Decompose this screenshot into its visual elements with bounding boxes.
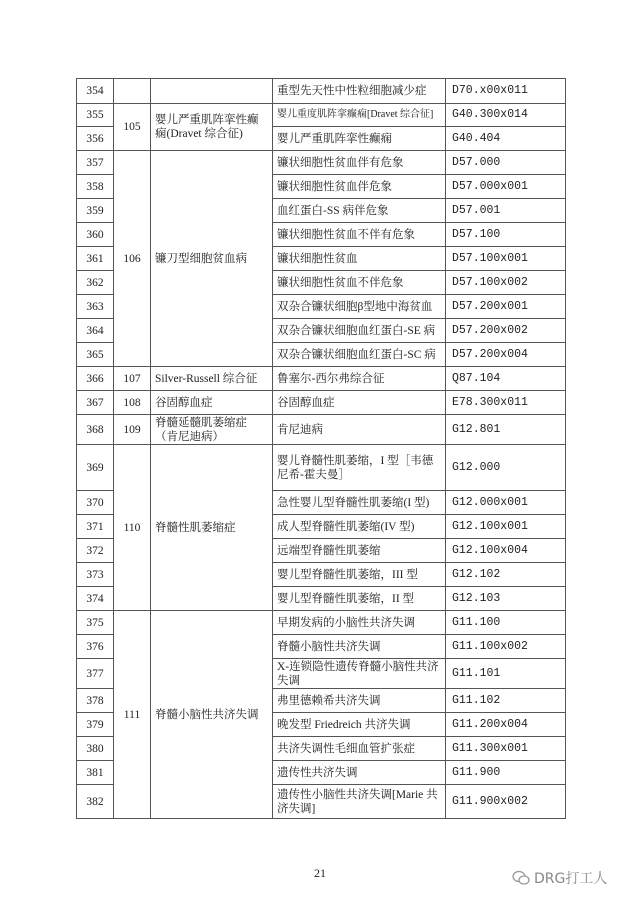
diagnosis-name: 脊髓小脑性共济失调	[273, 635, 446, 659]
diagnosis-code: G11.100	[446, 611, 566, 635]
table-row	[77, 445, 566, 491]
group-number: 109	[114, 415, 151, 445]
diagnosis-name: 镰状细胞性贫血	[273, 247, 446, 271]
row-number: 368	[77, 415, 114, 445]
table-row	[77, 415, 566, 445]
diagnosis-code: G12.000	[446, 445, 566, 491]
diagnosis-code: D57.200x004	[446, 343, 566, 367]
diagnosis-code: D57.200x001	[446, 295, 566, 319]
group-number: 106	[114, 151, 151, 367]
row-number: 371	[77, 515, 114, 539]
diagnosis-code: G12.100x004	[446, 539, 566, 563]
diagnosis-name: 镰状细胞性贫血不伴有危象	[273, 223, 446, 247]
watermark	[512, 868, 607, 888]
diagnosis-code: G40.404	[446, 127, 566, 151]
diagnosis-name: 遗传性小脑性共济失调[Marie 共济失调]	[273, 785, 446, 819]
table-row	[77, 104, 566, 127]
diagnosis-name: X-连锁隐性遗传脊髓小脑性共济失调	[273, 659, 446, 689]
row-number: 382	[77, 785, 114, 819]
row-number: 358	[77, 175, 114, 199]
diagnosis-code: D57.000	[446, 151, 566, 175]
group-name: 脊髓小脑性共济失调	[151, 611, 273, 819]
group-name: 脊髓延髓肌萎缩症（肯尼迪病）	[151, 415, 273, 445]
diagnosis-code: G12.801	[446, 415, 566, 445]
group-name: 谷固醇血症	[151, 391, 273, 415]
row-number: 373	[77, 563, 114, 587]
table-row	[77, 391, 566, 415]
row-number: 370	[77, 491, 114, 515]
diagnosis-name: 重型先天性中性粒细胞减少症	[273, 79, 446, 104]
wechat-icon	[512, 870, 530, 886]
diagnosis-name: 婴儿脊髓性肌萎缩，I 型［韦德尼希-霍夫曼］	[273, 445, 446, 491]
row-number: 361	[77, 247, 114, 271]
group-number: 108	[114, 391, 151, 415]
row-number: 367	[77, 391, 114, 415]
diagnosis-name: 远端型脊髓性肌萎缩	[273, 539, 446, 563]
row-number: 355	[77, 104, 114, 127]
row-number: 376	[77, 635, 114, 659]
diagnosis-name: 遗传性共济失调	[273, 761, 446, 785]
diagnosis-name: 急性婴儿型脊髓性肌萎缩(I 型)	[273, 491, 446, 515]
diagnosis-code: D70.x00x011	[446, 79, 566, 104]
diagnosis-name: 肯尼迪病	[273, 415, 446, 445]
group-number: 111	[114, 611, 151, 819]
diagnosis-name: 婴儿重度肌阵挛癫痫[Dravet 综合征]	[273, 104, 446, 127]
row-number: 379	[77, 713, 114, 737]
row-number: 381	[77, 761, 114, 785]
group-name: 婴儿严重肌阵挛性癫痫(Dravet 综合征)	[151, 104, 273, 151]
diagnosis-code: G40.300x014	[446, 104, 566, 127]
table-row	[77, 151, 566, 175]
diagnosis-code: D57.001	[446, 199, 566, 223]
row-number: 363	[77, 295, 114, 319]
page-number: 21	[314, 866, 326, 880]
group-name: 脊髓性肌萎缩症	[151, 445, 273, 611]
table-row	[77, 611, 566, 635]
row-number: 372	[77, 539, 114, 563]
diagnosis-name: 双杂合镰状细胞血红蛋白-SC 病	[273, 343, 446, 367]
table-row	[77, 367, 566, 391]
diagnosis-name: 晚发型 Friedreich 共济失调	[273, 713, 446, 737]
diagnosis-name: 鲁塞尔-西尔弗综合征	[273, 367, 446, 391]
diagnosis-code: G12.000x001	[446, 491, 566, 515]
diagnosis-code: G12.100x001	[446, 515, 566, 539]
diagnosis-code: G11.900x002	[446, 785, 566, 819]
row-number: 366	[77, 367, 114, 391]
diagnosis-name: 血红蛋白-SS 病伴危象	[273, 199, 446, 223]
diagnosis-code: G11.100x002	[446, 635, 566, 659]
diagnosis-code: D57.100	[446, 223, 566, 247]
diagnosis-name: 弗里德赖希共济失调	[273, 689, 446, 713]
row-number: 380	[77, 737, 114, 761]
diagnosis-code: Q87.104	[446, 367, 566, 391]
watermark-text: DRG打工人	[534, 871, 608, 887]
table-row	[77, 79, 566, 104]
row-number: 374	[77, 587, 114, 611]
row-number: 369	[77, 445, 114, 491]
row-number: 365	[77, 343, 114, 367]
diagnosis-name: 双杂合镰状细胞β型地中海贫血	[273, 295, 446, 319]
diagnosis-name: 谷固醇血症	[273, 391, 446, 415]
row-number: 359	[77, 199, 114, 223]
diagnosis-name: 婴儿严重肌阵挛性癫痫	[273, 127, 446, 151]
row-number: 362	[77, 271, 114, 295]
disease-table	[76, 78, 566, 819]
group-number: 110	[114, 445, 151, 611]
diagnosis-code: D57.200x002	[446, 319, 566, 343]
diagnosis-code: G11.900	[446, 761, 566, 785]
row-number: 378	[77, 689, 114, 713]
group-number-cell	[114, 79, 151, 104]
diagnosis-code: D57.000x001	[446, 175, 566, 199]
diagnosis-code: G11.102	[446, 689, 566, 713]
row-number: 375	[77, 611, 114, 635]
row-number: 357	[77, 151, 114, 175]
group-name: 镰刀型细胞贫血病	[151, 151, 273, 367]
diagnosis-code: G11.300x001	[446, 737, 566, 761]
diagnosis-code: G12.102	[446, 563, 566, 587]
diagnosis-name: 早期发病的小脑性共济失调	[273, 611, 446, 635]
diagnosis-name: 婴儿型脊髓性肌萎缩，III 型	[273, 563, 446, 587]
diagnosis-code: G12.103	[446, 587, 566, 611]
diagnosis-name: 婴儿型脊髓性肌萎缩，II 型	[273, 587, 446, 611]
group-name-cell	[151, 79, 273, 104]
group-number: 105	[114, 104, 151, 151]
diagnosis-name: 镰状细胞性贫血不伴危象	[273, 271, 446, 295]
diagnosis-code: E78.300x011	[446, 391, 566, 415]
row-number: 354	[77, 79, 114, 104]
diagnosis-code: G11.101	[446, 659, 566, 689]
diagnosis-code: D57.100x001	[446, 247, 566, 271]
diagnosis-name: 镰状细胞性贫血伴危象	[273, 175, 446, 199]
diagnosis-code: G11.200x004	[446, 713, 566, 737]
row-number: 356	[77, 127, 114, 151]
row-number: 364	[77, 319, 114, 343]
diagnosis-name: 成人型脊髓性肌萎缩(IV 型)	[273, 515, 446, 539]
row-number: 360	[77, 223, 114, 247]
diagnosis-name: 镰状细胞性贫血伴有危象	[273, 151, 446, 175]
diagnosis-name: 共济失调性毛细血管扩张症	[273, 737, 446, 761]
group-number: 107	[114, 367, 151, 391]
diagnosis-name: 双杂合镰状细胞血红蛋白-SE 病	[273, 319, 446, 343]
row-number: 377	[77, 659, 114, 689]
diagnosis-code: D57.100x002	[446, 271, 566, 295]
group-name: Silver-Russell 综合征	[151, 367, 273, 391]
